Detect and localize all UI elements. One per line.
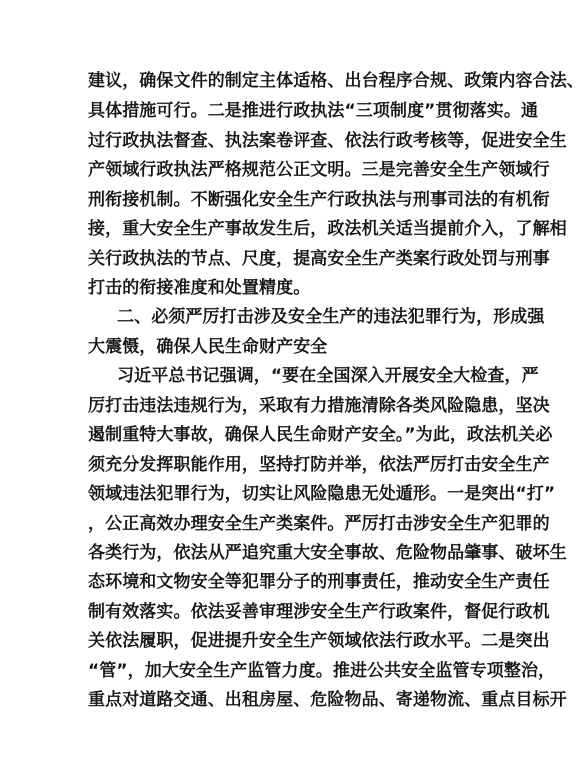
text-line: 须充分发挥职能作用，坚持打防并举，依法严厉打击安全生产: [88, 455, 550, 475]
text-line: 制有效落实。依法妥善审理涉安全生产行政案件，督促行政机: [88, 602, 550, 622]
text-line: 建议，确保文件的制定主体适格、出台程序合规、政策内容合法、: [88, 71, 584, 91]
text-line: 习近平总书记强调，“要在全国深入开展安全大检查，严: [117, 366, 539, 386]
text-line: 刑衔接机制。不断强化安全生产行政执法与刑事司法的有机衔: [88, 190, 550, 210]
text-line: 领域违法犯罪行为，切实让风险隐患无处遁形。一是突出“打”: [88, 484, 556, 504]
text-line: 过行政执法督查、执法案卷评查、依法行政考核等，促进安全生: [88, 131, 567, 151]
text-line: 各类行为，依法从严追究重大安全事故、危险物品肇事、破坏生: [88, 543, 567, 563]
text-line: 重点对道路交通、出租房屋、危险物品、寄递物流、重点目标开: [88, 690, 567, 710]
text-line: 打击的衔接准度和处置精度。: [88, 278, 311, 298]
text-line: 关依法履职，促进提升安全生产领域依法行政水平。二是突出: [88, 631, 550, 651]
section-heading-line: 大震慑，确保人民生命财产安全: [88, 337, 328, 357]
text-line: ，公正高效办理安全生产类案件。严厉打击涉安全生产犯罪的: [88, 514, 550, 534]
text-line: 接，重大安全生产事故发生后，政法机关适当提前介入，了解相: [88, 219, 567, 239]
text-line: 具体措施可行。二是推进行政执法“三项制度”贯彻落实。通: [88, 101, 539, 121]
text-line: 遏制重特大事故，确保人民生命财产安全。”为此，政法机关必: [88, 425, 553, 445]
text-line: 关行政执法的节点、尺度，提高安全生产类案行政处罚与刑事: [88, 249, 550, 269]
text-line: 厉打击违法违规行为，采取有力措施清除各类风险隐患，坚决: [88, 396, 550, 416]
text-line: 产领域行政执法严格规范公正文明。三是完善安全生产领域行: [88, 160, 550, 180]
text-line: “管”，加大安全生产监管力度。推进公共安全监管专项整治，: [88, 661, 556, 681]
text-line: 态环境和文物安全等犯罪分子的刑事责任，推动安全生产责任: [88, 572, 550, 592]
section-heading-line: 二、必须严厉打击涉及安全生产的违法犯罪行为，形成强: [117, 307, 545, 327]
